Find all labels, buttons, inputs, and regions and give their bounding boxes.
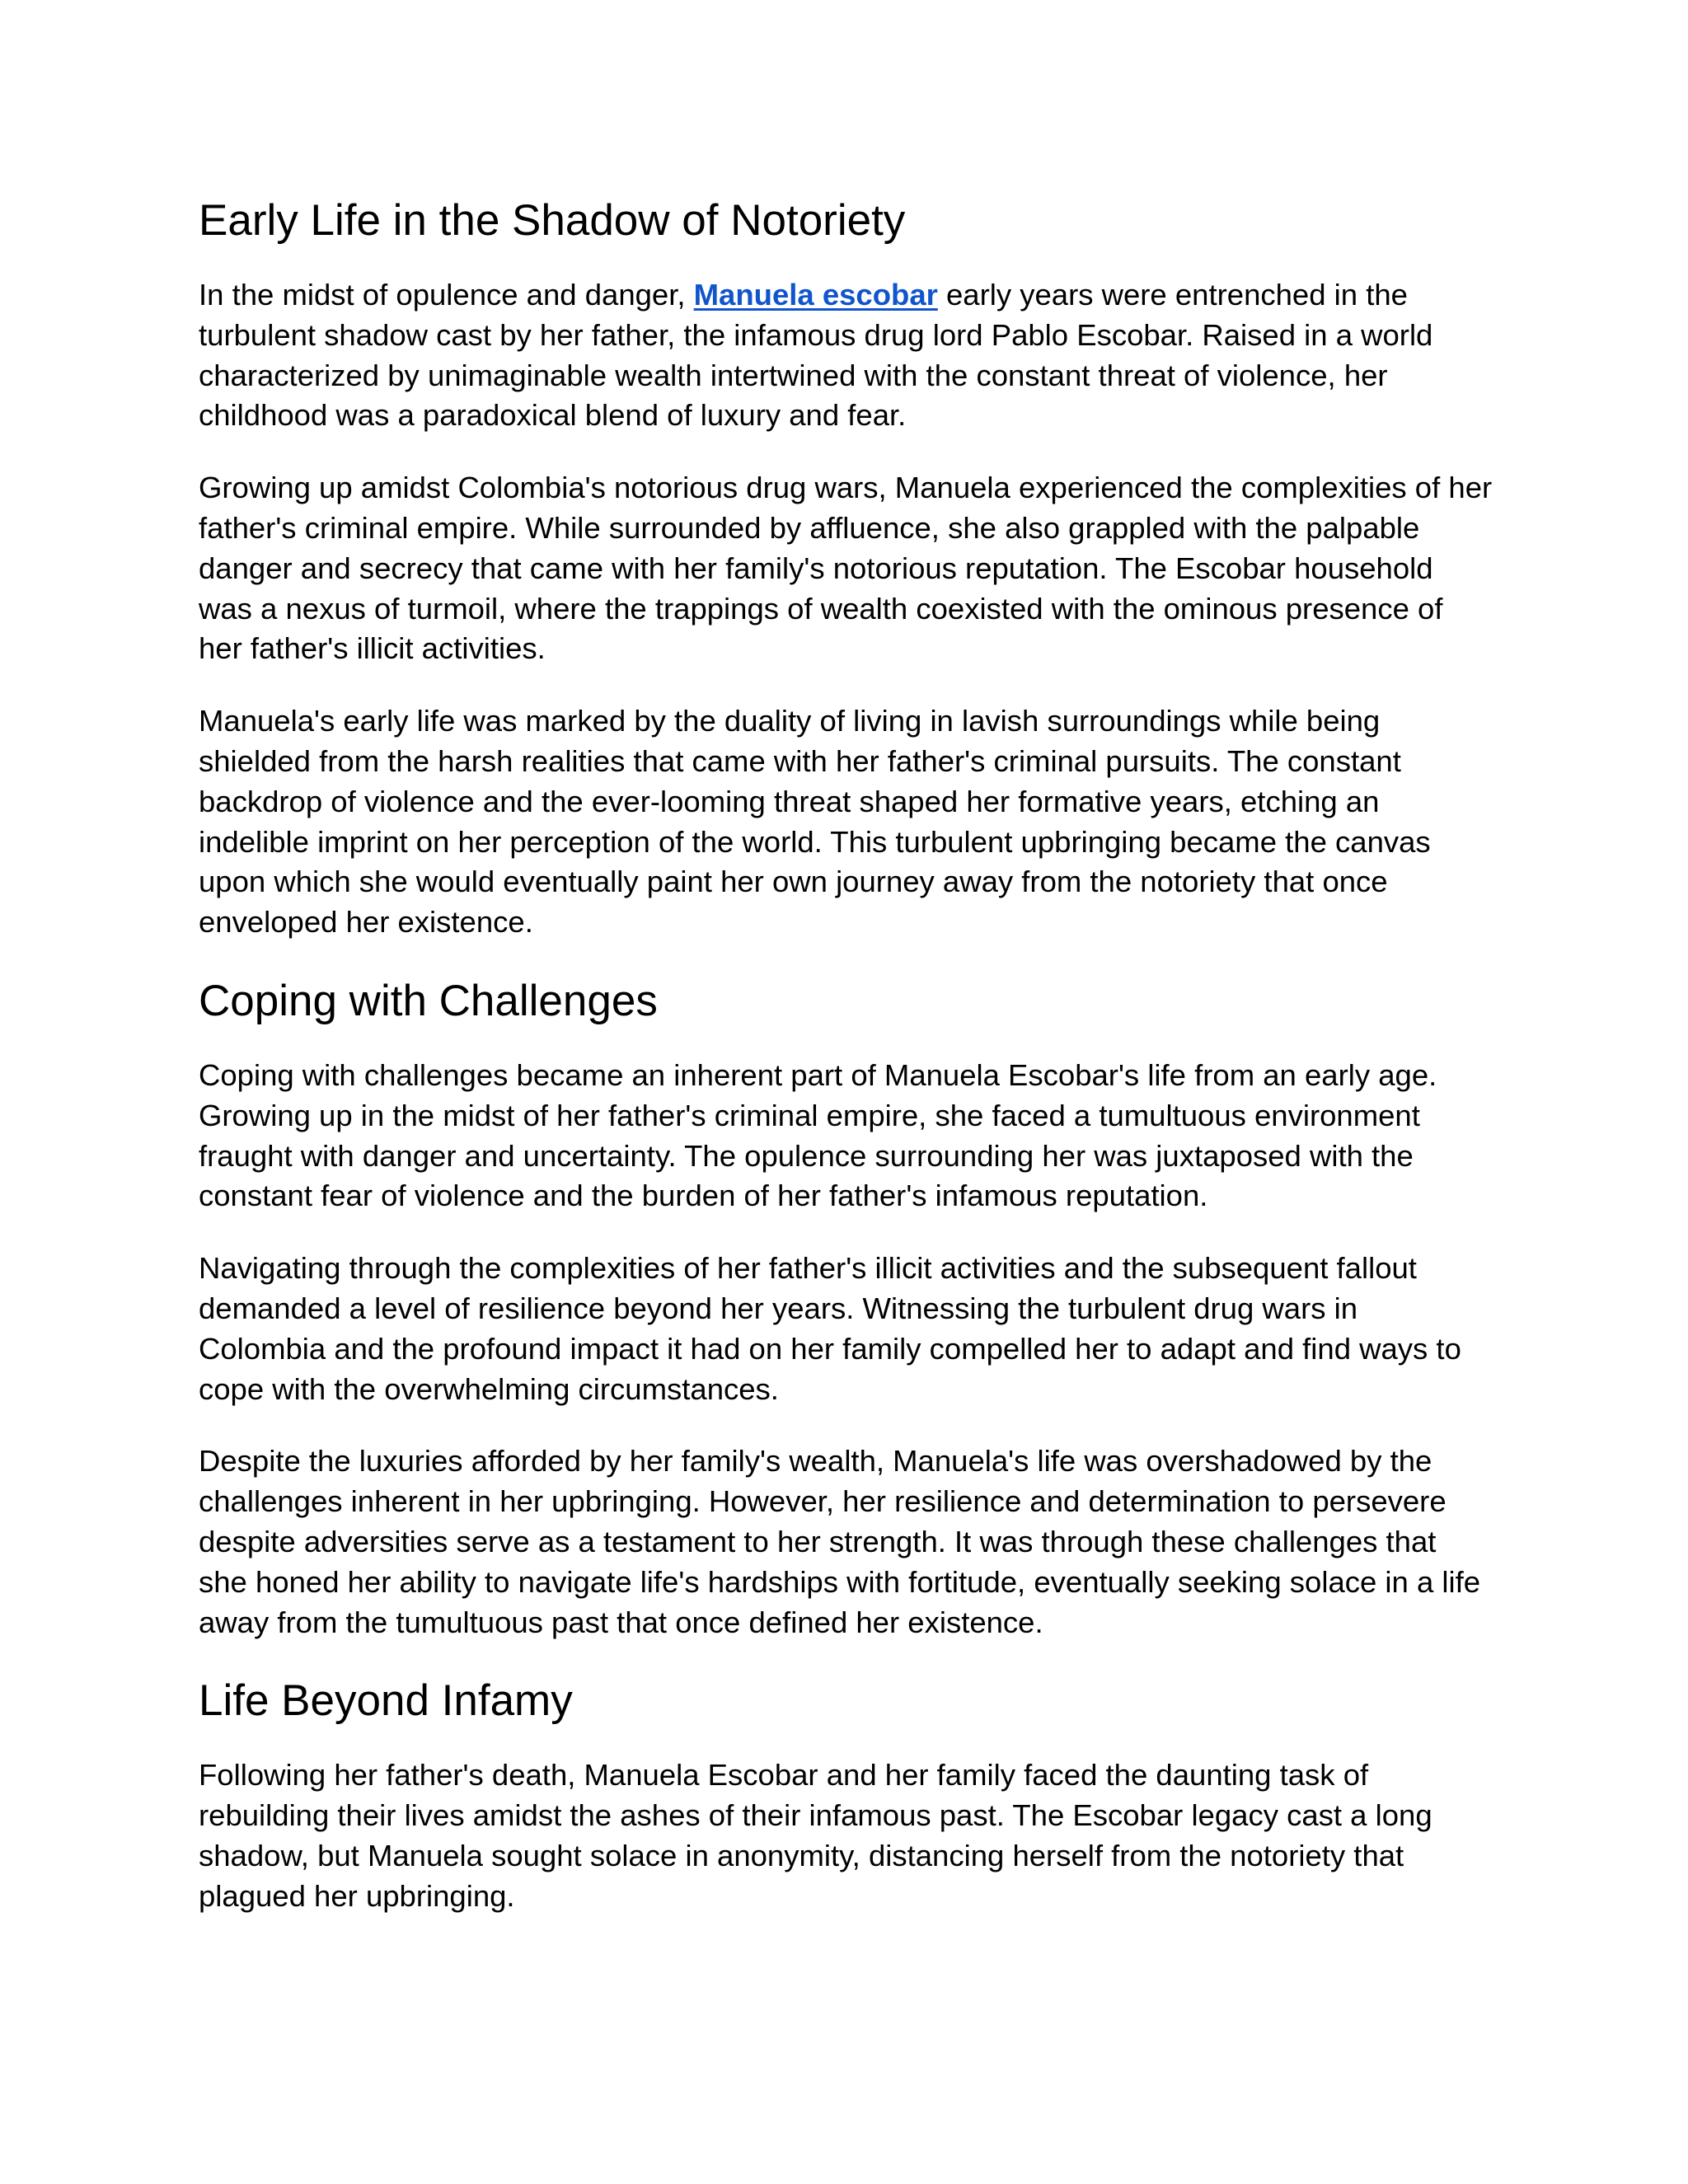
section-early-life (199, 194, 1493, 943)
section-coping (199, 975, 1493, 1643)
paragraph-text: In the midst of opulence and danger, (199, 278, 694, 312)
manuela-escobar-link[interactable]: Manuela escobar (693, 278, 938, 312)
paragraph: Despite the luxuries afforded by her family's wealth, Manuela's life was overshadowed by the challenges inherent in her upbringing. However, her resilience and determination to persevere despite adversities serve as a testament to her strength. It was through these challenges that she honed her ability to navigate life's hardships with fortitude, eventually seeking solace in a life away from the tumultuous past that once defined her existence. (199, 1444, 1481, 1639)
paragraph: Navigating through the complexities of her father's illicit activities and the subsequent fallout demanded a level of resilience beyond her years. Witnessing the turbulent drug wars in Colombia and the profound impact it had on her family compelled her to adapt and find ways to cope with the overwhelming circumstances. (199, 1251, 1461, 1406)
paragraph-text: early years were entrenched in the turbulent shadow cast by her father, the infamous drug lord Pablo Escobar. Raised in a world characterized by unimaginable wealth intertwined with the constant threat of violence, her childhood was a paradoxical blend of luxury and fear. (199, 278, 1433, 433)
section-life-beyond (199, 1675, 1493, 1916)
paragraph: Growing up amidst Colombia's notorious drug wars, Manuela experienced the complexities of her father's criminal empire. While surrounded by affluence, she also grappled with the palpable danger and secrecy that came with her family's notorious reputation. The Escobar household was a nexus of turmoil, where the trappings of wealth coexisted with the ominous presence of her father's illicit activities. (199, 471, 1493, 666)
section-heading: Life Beyond Infamy (199, 1676, 573, 1726)
paragraph: Following her father's death, Manuela Escobar and her family faced the daunting task of rebuilding their lives amidst the ashes of their infamous past. The Escobar legacy cast a long shadow, but Manuela sought solace in anonymity, distancing herself from the notoriety that plagued her upbringing. (199, 1758, 1432, 1913)
paragraph: Manuela's early life was marked by the duality of living in lavish surroundings while being shielded from the harsh realities that came with her father's criminal pursuits. The constant backdrop of violence and the ever-looming threat shaped her formative years, etching an indelible imprint on her perception of the world. This turbulent upbringing became the canvas upon which she would eventually paint her own journey away from the notoriety that once enveloped her existence. (199, 704, 1431, 940)
section-heading: Coping with Challenges (199, 976, 658, 1025)
document-page (199, 194, 1493, 1949)
paragraph: Coping with challenges became an inherent part of Manuela Escobar's life from an early age. Growing up in the midst of her father's criminal empire, she faced a tumultuous environment fraught with danger and uncertainty. The opulence surrounding her was juxtaposed with the constant fear of violence and the burden of her father's infamous reputation. (199, 1057, 1437, 1213)
paragraph (199, 275, 1493, 436)
section-heading: Early Life in the Shadow of Notoriety (199, 196, 906, 245)
